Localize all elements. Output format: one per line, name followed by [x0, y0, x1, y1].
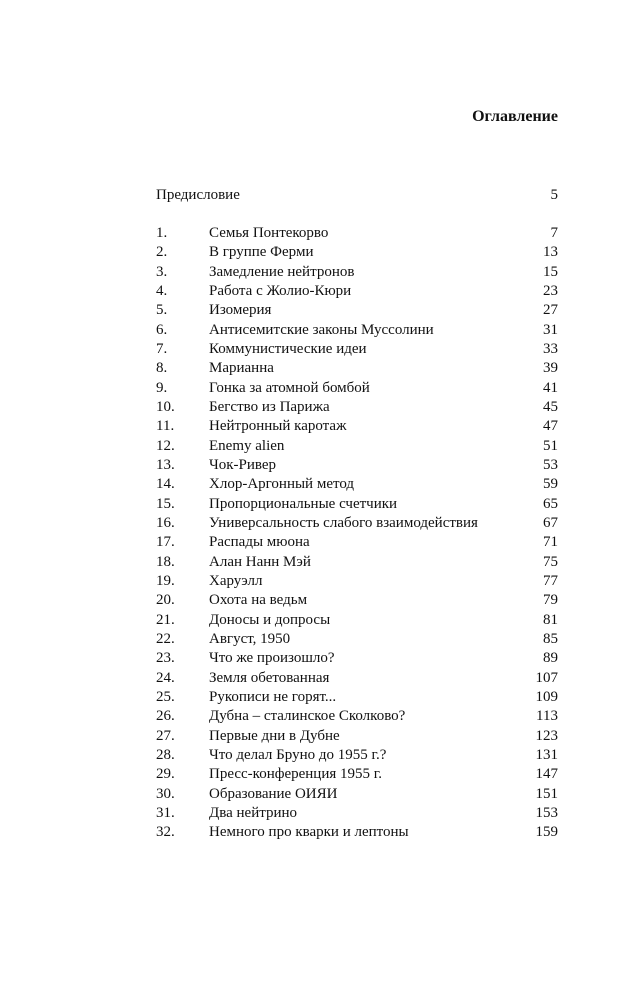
toc-chapter-row[interactable]	[156, 514, 558, 533]
toc-chapter-row[interactable]	[156, 456, 558, 475]
toc-chapter-number: 17.	[156, 534, 175, 551]
toc-chapter-page: 67	[543, 514, 558, 531]
toc-chapter-page: 131	[535, 746, 558, 763]
toc-chapter-row[interactable]	[156, 804, 558, 823]
toc-chapter-row[interactable]	[156, 301, 558, 320]
toc-chapter-row[interactable]	[156, 669, 558, 688]
toc-chapter-page: 159	[535, 824, 558, 841]
toc-chapter-number: 7.	[156, 340, 168, 357]
toc-chapter-row[interactable]	[156, 533, 558, 552]
toc-chapter-title: Земля обетованная	[209, 669, 330, 686]
toc-chapter-row[interactable]	[156, 649, 558, 668]
toc-chapter-title: Немного про кварки и лептоны	[209, 824, 409, 841]
toc-chapter-number: 25.	[156, 688, 175, 705]
toc-chapter-row[interactable]	[156, 224, 558, 243]
toc-chapter-number: 20.	[156, 592, 175, 609]
toc-chapter-title: Бегство из Парижа	[209, 398, 330, 415]
toc-chapter-title: Антисемитские законы Муссолини	[209, 321, 434, 338]
toc-chapter-page: 81	[543, 611, 558, 628]
toc-chapter-number: 31.	[156, 804, 175, 821]
toc-chapter-number: 14.	[156, 476, 175, 493]
toc-chapter-row[interactable]	[156, 707, 558, 726]
toc-chapter-row[interactable]	[156, 263, 558, 282]
toc-chapter-number: 22.	[156, 630, 175, 647]
toc-chapter-number: 2.	[156, 244, 168, 261]
toc-chapter-row[interactable]	[156, 475, 558, 494]
toc-chapter-page: 79	[543, 592, 558, 609]
toc-chapter-page: 45	[543, 398, 558, 415]
toc-chapter-row[interactable]	[156, 321, 558, 340]
toc-chapter-title: Распады мюона	[209, 534, 310, 551]
toc-chapter-page: 15	[543, 263, 558, 280]
toc-chapter-row[interactable]	[156, 398, 558, 417]
toc-chapter-page: 109	[535, 688, 558, 705]
toc-chapter-row[interactable]	[156, 282, 558, 301]
toc-chapter-page: 51	[543, 437, 558, 454]
toc-chapter-title: Универсальность слабого взаимодействия	[209, 514, 478, 531]
toc-chapter-number: 9.	[156, 379, 168, 396]
toc-chapter-title: Охота на ведьм	[209, 592, 308, 609]
toc-chapter-number: 12.	[156, 437, 175, 454]
toc-chapter-title: Алан Нанн Мэй	[209, 553, 311, 570]
toc-chapter-page: 71	[543, 534, 558, 551]
toc-chapter-number: 27.	[156, 727, 175, 744]
toc-chapter-number: 32.	[156, 824, 175, 841]
toc-chapter-row[interactable]	[156, 785, 558, 804]
toc-chapter-page: 113	[536, 708, 558, 725]
toc-chapter-page: 47	[543, 418, 558, 435]
toc-chapter-title: Нейтронный каротаж	[209, 418, 347, 435]
toc-chapter-title: Что же произошло?	[209, 650, 335, 667]
toc-chapter-title: Образование ОИЯИ	[209, 785, 338, 802]
toc-chapter-page: 53	[543, 456, 558, 473]
toc-chapter-page: 107	[535, 669, 558, 686]
toc-preface-row[interactable]	[156, 185, 558, 205]
toc-chapter-row[interactable]	[156, 823, 558, 842]
toc-chapter-row[interactable]	[156, 553, 558, 572]
toc-chapter-number: 24.	[156, 669, 175, 686]
toc-chapter-row[interactable]	[156, 379, 558, 398]
toc-chapter-number: 13.	[156, 456, 175, 473]
toc-chapter-title: Август, 1950	[209, 630, 291, 647]
toc-chapter-number: 26.	[156, 708, 175, 725]
toc-chapter-row[interactable]	[156, 727, 558, 746]
toc-chapter-page: 23	[543, 282, 558, 299]
toc-chapter-page: 27	[543, 302, 558, 319]
toc-chapter-number: 21.	[156, 611, 175, 628]
toc-chapter-title: Доносы и допросы	[209, 611, 331, 628]
toc-chapter-title: Чок-Ривер	[209, 456, 277, 473]
toc-chapter-number: 18.	[156, 553, 175, 570]
toc-chapter-number: 6.	[156, 321, 168, 338]
toc-chapter-number: 28.	[156, 746, 175, 763]
toc-chapter-page: 85	[543, 630, 558, 647]
toc-chapter-title: Хлор-Аргонный метод	[209, 476, 355, 493]
page-title: Оглавление	[472, 108, 558, 125]
toc-chapter-number: 16.	[156, 514, 175, 531]
toc-chapter-title: Семья Понтекорво	[209, 225, 329, 241]
toc-chapter-number: 15.	[156, 495, 175, 512]
toc-preface-label: Предисловие	[156, 187, 240, 203]
toc-chapter-row[interactable]	[156, 630, 558, 649]
toc-chapter-page: 77	[543, 572, 558, 589]
toc-chapter-page: 65	[543, 495, 558, 512]
toc-chapter-number: 29.	[156, 766, 175, 783]
toc-chapter-row[interactable]	[156, 243, 558, 262]
toc-chapter-page: 151	[535, 785, 558, 802]
toc-chapter-page: 39	[543, 360, 558, 377]
table-of-contents	[156, 224, 558, 843]
toc-chapter-row[interactable]	[156, 572, 558, 591]
toc-chapter-title: Рукописи не горят...	[209, 688, 337, 705]
toc-chapter-title: Пресс-конференция 1955 г.	[209, 766, 382, 783]
toc-chapter-row[interactable]	[156, 495, 558, 514]
toc-chapter-number: 5.	[156, 302, 168, 319]
toc-chapter-title: Замедление нейтронов	[209, 263, 355, 280]
toc-chapter-number: 1.	[156, 225, 168, 241]
toc-chapter-page: 89	[543, 650, 558, 667]
toc-chapter-number: 4.	[156, 282, 168, 299]
toc-chapter-page: 147	[535, 766, 558, 783]
toc-chapter-row[interactable]	[156, 591, 558, 610]
toc-chapter-page: 59	[543, 476, 558, 493]
toc-chapter-page: 13	[543, 244, 558, 261]
toc-chapter-page: 41	[543, 379, 558, 396]
toc-chapter-title: Два нейтрино	[209, 804, 298, 821]
toc-chapter-row[interactable]	[156, 746, 558, 765]
toc-chapter-row[interactable]	[156, 765, 558, 784]
toc-chapter-page: 123	[535, 727, 558, 744]
toc-chapter-title: Работа с Жолио-Кюри	[209, 282, 352, 299]
toc-chapter-row[interactable]	[156, 437, 558, 456]
toc-chapter-number: 10.	[156, 398, 175, 415]
toc-chapter-number: 19.	[156, 572, 175, 589]
toc-chapter-title: Первые дни в Дубне	[209, 727, 340, 744]
toc-chapter-number: 3.	[156, 263, 168, 280]
toc-chapter-title: Изомерия	[209, 302, 272, 319]
toc-chapter-row[interactable]	[156, 340, 558, 359]
toc-chapter-page: 75	[543, 553, 558, 570]
toc-chapter-page: 31	[543, 321, 558, 338]
toc-chapter-row[interactable]	[156, 359, 558, 378]
toc-chapter-title: Дубна – сталинское Сколково?	[209, 708, 406, 725]
toc-chapter-row[interactable]	[156, 611, 558, 630]
toc-chapter-title: Гонка за атомной бомбой	[209, 379, 370, 396]
toc-chapter-number: 23.	[156, 650, 175, 667]
toc-chapter-number: 8.	[156, 360, 168, 377]
toc-chapter-title: Enemy alien	[209, 437, 285, 454]
toc-chapter-number: 30.	[156, 785, 175, 802]
toc-chapter-page: 153	[535, 804, 558, 821]
toc-chapter-title: Коммунистические идеи	[209, 340, 367, 357]
toc-chapter-title: В группе Ферми	[209, 244, 314, 261]
toc-chapter-row[interactable]	[156, 417, 558, 436]
toc-chapter-page: 33	[543, 340, 558, 357]
toc-chapter-title: Харуэлл	[209, 572, 263, 589]
toc-chapter-title: Пропорциональные счетчики	[209, 495, 398, 512]
toc-preface-page: 5	[550, 187, 558, 203]
toc-chapter-number: 11.	[156, 418, 175, 435]
toc-chapter-row[interactable]	[156, 688, 558, 707]
toc-chapter-title: Что делал Бруно до 1955 г.?	[209, 746, 387, 763]
toc-chapter-title: Марианна	[209, 360, 274, 377]
toc-chapter-page: 7	[550, 225, 558, 241]
